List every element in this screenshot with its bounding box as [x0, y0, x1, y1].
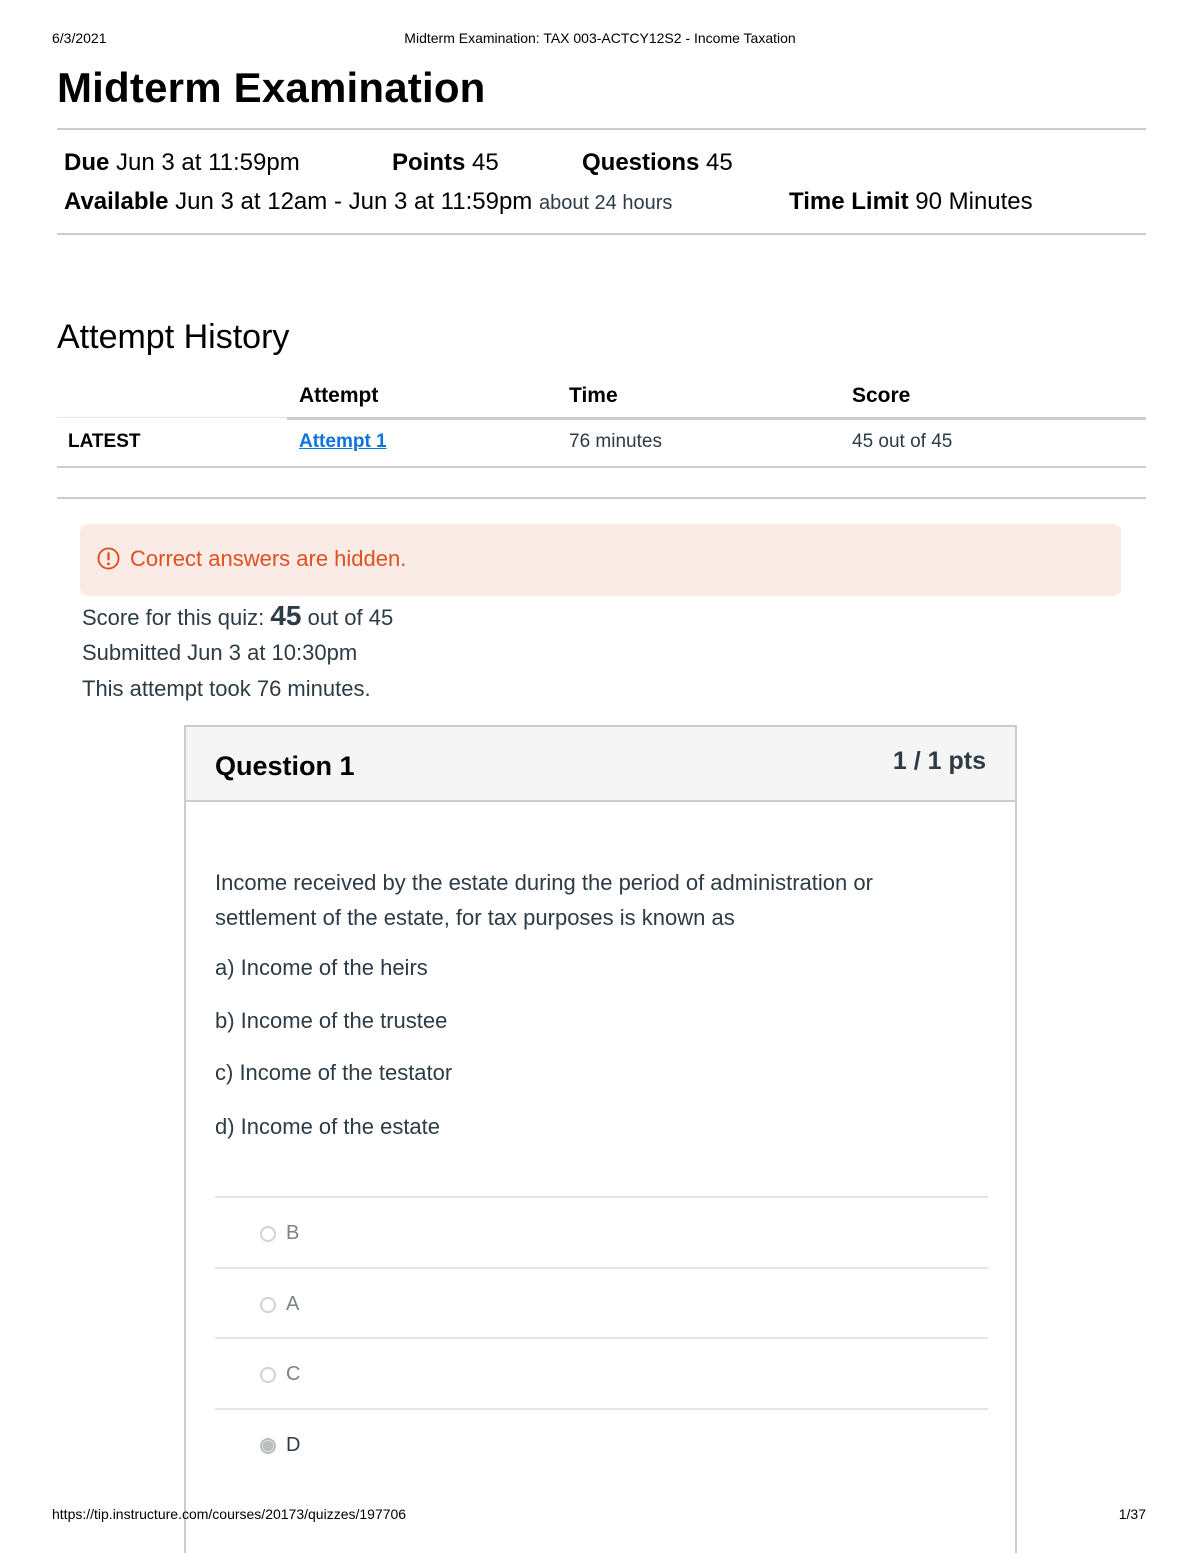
answer-label: C [286, 1363, 301, 1385]
time-limit-info [789, 188, 1033, 216]
print-header [0, 30, 1200, 48]
answer-label: B [286, 1222, 300, 1244]
print-page-number: 1/37 [1118, 1506, 1146, 1522]
available-note: about 24 hours [538, 192, 673, 214]
meta-divider [57, 233, 1146, 235]
question-title: Question 1 [215, 751, 355, 781]
answer-divider [215, 1337, 988, 1339]
print-url: https://tip.instructure.com/courses/20173/quizzes/197706 [52, 1506, 407, 1522]
print-date: 6/3/2021 [52, 30, 107, 46]
table-row-score: 45 out of 45 [852, 431, 953, 452]
points-label: Points [392, 149, 466, 176]
question-points: 1 / 1 pts [892, 747, 986, 775]
radio-selected-icon[interactable] [260, 1438, 276, 1454]
points-value: 45 [472, 149, 499, 176]
alert-message: Correct answers are hidden. [130, 546, 407, 571]
due-label: Due [64, 149, 110, 176]
time-limit-value: 90 Minutes [915, 188, 1033, 215]
table-row-time: 76 minutes [569, 431, 662, 452]
score-suffix: out of 45 [307, 605, 394, 630]
column-header-time: Time [569, 384, 618, 407]
column-header-attempt: Attempt [299, 384, 379, 407]
questions-info [582, 149, 733, 177]
title-divider [57, 128, 1146, 130]
page-title: Midterm Examination [57, 64, 486, 111]
header-divider [287, 417, 1146, 420]
question-header [186, 727, 1015, 802]
warning-icon [97, 547, 120, 570]
score-prefix: Score for this quiz: [82, 605, 265, 630]
print-doc-title: Midterm Examination: TAX 003-ACTCY12S2 - Income Taxation [404, 30, 796, 46]
questions-label: Questions [582, 149, 700, 176]
print-footer [0, 1506, 1200, 1524]
column-header-score: Score [852, 384, 911, 407]
section-divider [57, 497, 1146, 499]
correct-answers-hidden-alert [80, 524, 1121, 596]
quiz-score [82, 600, 393, 632]
radio-icon[interactable] [260, 1226, 276, 1242]
latest-tag: LATEST [68, 431, 141, 452]
attempt-link[interactable]: Attempt 1 [299, 431, 387, 452]
radio-icon[interactable] [260, 1297, 276, 1313]
answer-divider [215, 1196, 988, 1198]
row-divider [57, 466, 1146, 468]
available-label: Available [64, 188, 169, 215]
choice-a: a) Income of the heirs [215, 955, 428, 980]
answer-option[interactable] [260, 1363, 300, 1386]
header-divider-light [57, 417, 287, 418]
table-row-attempt [299, 431, 387, 453]
answer-option[interactable] [260, 1222, 299, 1245]
radio-icon[interactable] [260, 1367, 276, 1383]
answer-divider [215, 1408, 988, 1410]
available-value: Jun 3 at 12am - Jun 3 at 11:59pm [175, 188, 533, 215]
answer-label: D [286, 1434, 301, 1456]
due-value: Jun 3 at 11:59pm [116, 149, 300, 176]
choice-d: d) Income of the estate [215, 1114, 441, 1139]
attempt-history-title: Attempt History [57, 318, 290, 356]
answer-option[interactable] [260, 1293, 299, 1316]
score-value: 45 [270, 600, 302, 631]
submitted-time: Submitted Jun 3 at 10:30pm [82, 640, 358, 665]
choice-c: c) Income of the testator [215, 1060, 453, 1085]
question-text: Income received by the estate during the period of administration or settlement of the estate, for tax purposes is known as [215, 870, 873, 930]
available-info [64, 188, 672, 216]
question-card [184, 725, 1017, 1553]
time-limit-label: Time Limit [789, 188, 909, 215]
attempt-duration: This attempt took 76 minutes. [82, 676, 371, 701]
answer-option-selected[interactable] [260, 1434, 300, 1457]
answer-label: A [286, 1293, 300, 1315]
due-info [64, 149, 300, 177]
choice-b: b) Income of the trustee [215, 1008, 448, 1033]
points-info [392, 149, 499, 177]
answer-divider [215, 1267, 988, 1269]
questions-value: 45 [706, 149, 733, 176]
